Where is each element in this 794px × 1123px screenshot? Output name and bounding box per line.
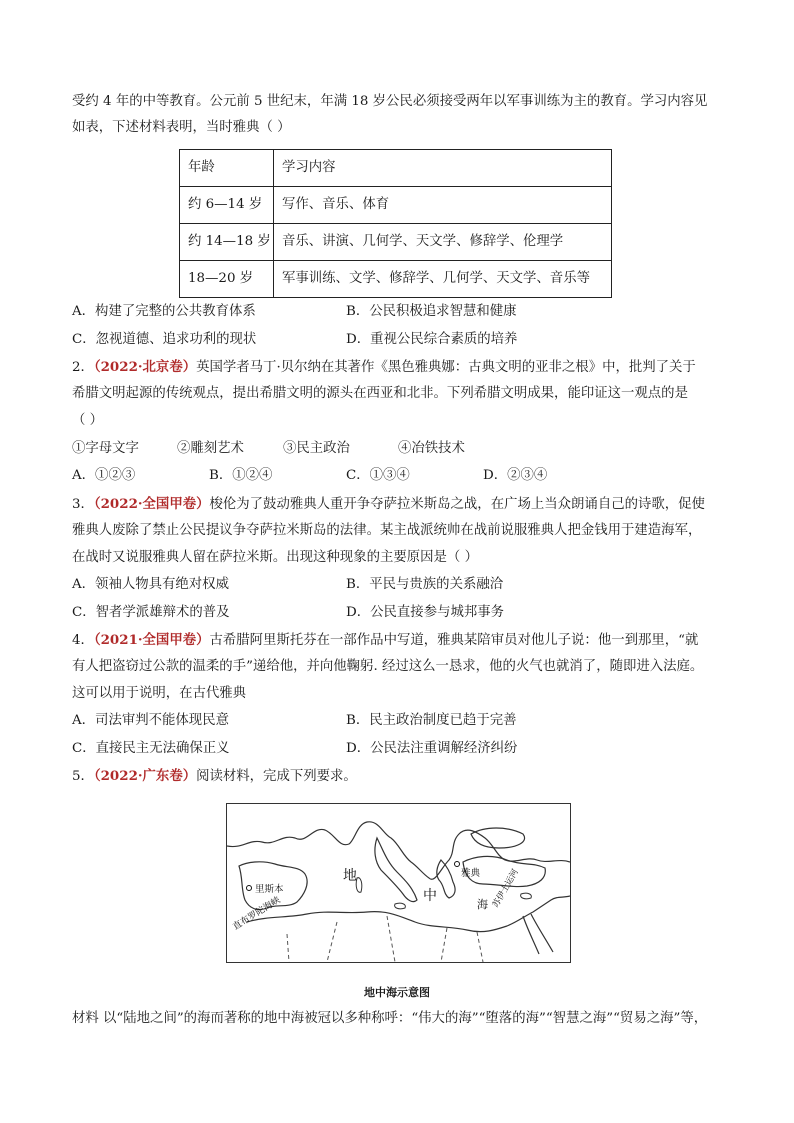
map-greece	[437, 860, 455, 898]
q1-option-c[interactable]: C．忽视道德、追求功利的现状	[72, 332, 257, 347]
q2-source-tag: （2022·北京卷）	[93, 359, 197, 375]
q3-number: 3．	[72, 497, 94, 512]
table-cell: 军事训练、文学、修辞学、几何学、天文学、音乐等	[274, 261, 612, 298]
q5-stem-line	[72, 766, 357, 787]
q2-stem-line2: 希腊文明起源的传统观点，提出希腊文明的源头在西亚和北非。下列希腊文明成果，能印证这一观点的是	[72, 386, 688, 401]
map-caption: 地中海示意图	[364, 986, 430, 999]
map-coastline-south	[247, 896, 570, 932]
q1-option-d[interactable]: D．重视公民综合素质的培养	[346, 332, 518, 347]
q2-item-4: ④冶铁技术	[398, 441, 465, 456]
map-sicily	[395, 903, 406, 909]
table-header-row	[180, 150, 612, 187]
map-label-hai: 海	[477, 898, 488, 911]
table-cell: 音乐、讲演、几何学、天文学、修辞学、伦理学	[274, 224, 612, 261]
q2-option-d[interactable]: D．②③④	[483, 468, 548, 483]
q5-stem-text: 阅读材料，完成下列要求。	[196, 769, 357, 784]
map-marker-lisbon	[247, 886, 252, 891]
q4-option-c[interactable]: C．直接民主无法确保正义	[72, 741, 230, 756]
map-label-suez: 苏伊士运河	[490, 867, 521, 910]
q4-option-b[interactable]: B．民主政治制度已趋于完善	[346, 713, 517, 728]
map-italy	[375, 838, 417, 902]
table-cell: 约 6—14 岁	[180, 187, 274, 224]
map-label-zhong: 中	[423, 888, 437, 904]
q2-stem-line3: （ ）	[72, 413, 104, 428]
table-cell: 约 14—18 岁	[180, 224, 274, 261]
q5-number: 5．	[72, 769, 94, 784]
map-drawing	[227, 804, 570, 962]
q3-option-c[interactable]: C．智者学派雄辩术的普及	[72, 605, 230, 620]
q2-item-3: ③民主政治	[283, 441, 350, 456]
map-label-di: 地	[343, 868, 357, 884]
map-label-lisbon: 里斯本	[255, 884, 284, 895]
q2-stem-text: 英国学者马丁·贝尔纳在其著作《黑色雅典娜：古典文明的亚非之根》中，批判了关于	[196, 360, 696, 375]
table-cell: 写作、音乐、体育	[274, 187, 612, 224]
q3-stem-line1	[72, 494, 705, 515]
q4-stem-line1	[72, 630, 698, 651]
map-marker-athens	[455, 862, 460, 867]
q1-option-a[interactable]: A．构建了完整的公共教育体系	[72, 304, 256, 319]
map-sardinia	[356, 878, 362, 893]
q3-stem-text: 梭伦为了鼓动雅典人重开争夺萨拉米斯岛之战，在广场上当众朗诵自己的诗歌，促使	[209, 497, 705, 512]
mediterranean-map	[226, 803, 571, 963]
q2-stem-line1	[72, 357, 696, 378]
table-row	[180, 224, 612, 261]
q1-option-b[interactable]: B．公民积极追求智慧和健康	[346, 304, 517, 319]
q3-option-a[interactable]: A．领袖人物具有绝对权威	[72, 577, 229, 592]
table-header-content: 学习内容	[274, 150, 612, 187]
q2-item-2: ②雕刻艺术	[177, 441, 244, 456]
q2-option-c[interactable]: C．①③④	[346, 468, 410, 483]
table-row	[180, 261, 612, 298]
table-row	[180, 187, 612, 224]
table-cell: 18—20 岁	[180, 261, 274, 298]
q4-stem-line3: 这可以用于说明，在古代雅典	[72, 686, 247, 701]
q1-stem-line1: 受约 4 年的中等教育。公元前 5 世纪末，年满 18 岁公民必须接受两年以军事训练为主的教育。学习内容见	[72, 94, 708, 109]
q4-number: 4．	[72, 633, 94, 648]
q2-option-b[interactable]: B．①②④	[209, 468, 273, 483]
map-cyprus	[521, 893, 532, 899]
q5-material-line: 材料 以“陆地之间”的海而著称的地中海被冠以多种称呼：“伟大的海”“堕落的海”“智慧之海”“贸易之海”等，	[72, 1011, 708, 1026]
q1-study-table	[179, 149, 612, 298]
map-border-dashed	[287, 916, 483, 962]
q5-source-tag: （2022·广东卷）	[93, 768, 197, 784]
map-coastline-north	[227, 822, 570, 880]
q4-option-d[interactable]: D．公民法注重调解经济纠纷	[346, 741, 518, 756]
q3-option-b[interactable]: B．平民与贵族的关系融洽	[346, 577, 504, 592]
q4-stem-text: 古希腊阿里斯托芬在一部作品中写道，雅典某陪审员对他儿子说：他一到那里，“就	[209, 633, 699, 648]
map-label-gibraltar: 直布罗陀海峡	[231, 895, 283, 933]
q2-option-a[interactable]: A．①②③	[72, 468, 136, 483]
q4-option-a[interactable]: A．司法审判不能体现民意	[72, 713, 229, 728]
q1-stem-line2: 如表，下述材料表明，当时雅典（ ）	[72, 120, 291, 135]
q2-number: 2．	[72, 360, 94, 375]
q3-option-d[interactable]: D．公民直接参与城邦事务	[346, 605, 505, 620]
map-red-sea	[523, 914, 553, 954]
map-black-sea	[471, 828, 525, 848]
q3-stem-line3: 在战时又说服雅典人留在萨拉米斯。出现这种现象的主要原因是（ ）	[72, 550, 478, 565]
map-label-athens: 雅典	[461, 868, 481, 879]
q2-item-1: ①字母文字	[72, 441, 139, 456]
table-header-age: 年龄	[180, 150, 274, 187]
q4-stem-line2: 有人把盗窃过公款的温柔的手”递给他，并向他鞠躬. 经过这么一恳求，他的火气也就消了，随即进入法庭。	[72, 659, 704, 674]
q3-stem-line2: 雅典人废除了禁止公民提议争夺萨拉米斯岛的法律。某主战派统帅在战前说服雅典人把金钱用于建造海军，	[72, 523, 702, 538]
q4-source-tag: （2021·全国甲卷）	[93, 632, 210, 648]
q3-source-tag: （2022·全国甲卷）	[93, 496, 210, 512]
